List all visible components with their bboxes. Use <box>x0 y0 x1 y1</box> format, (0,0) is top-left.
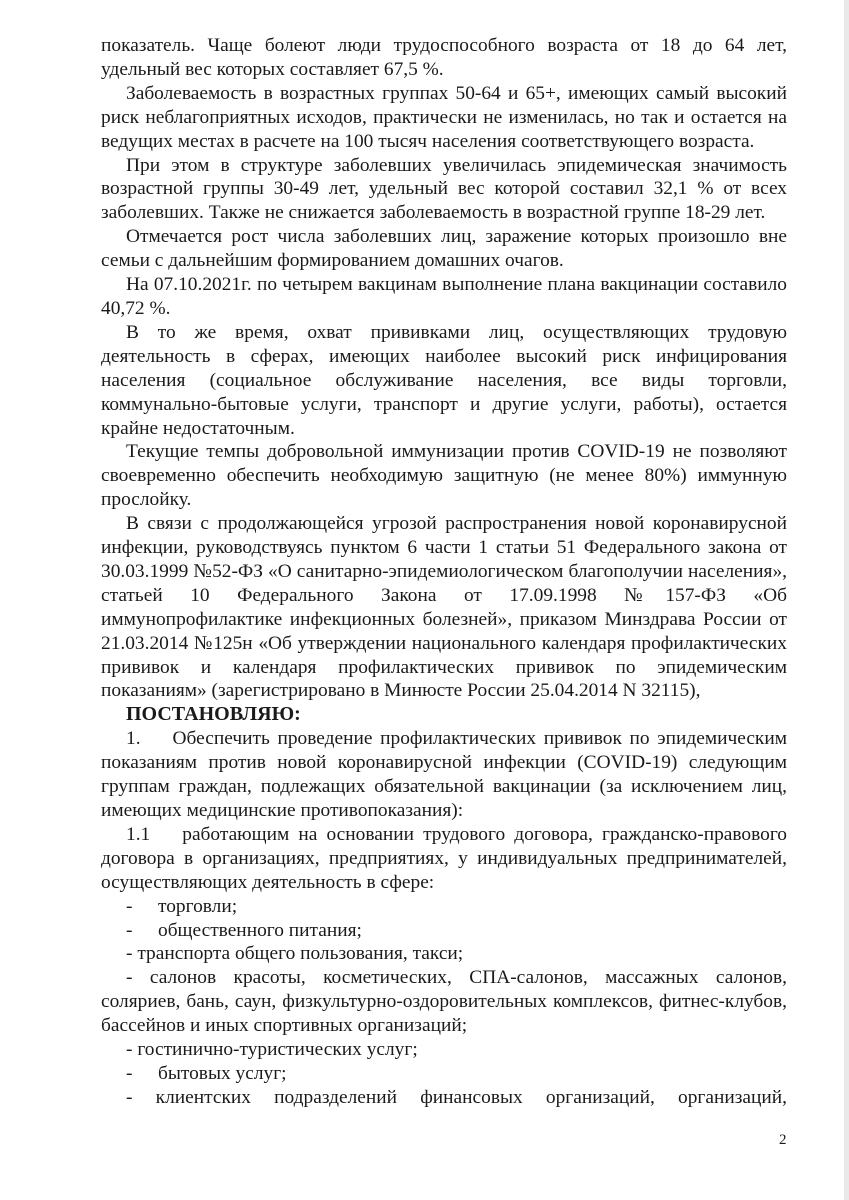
paragraph-legal-basis: В связи с продолжающейся угрозой распространения новой коронавирусной инфекции, руководствуясь пунктом 6 части 1 статьи 51 Федерального закона от 30.03.1999 №52-ФЗ «О санитарно-эпидемиологическом благополучии населения», статьей 10 Федерального Закона от 17.09.1998 №157-ФЗ «Об иммунопрофилактике инфекционных болезней», приказом Минздрава России от 21.03.2014 №125н «Об утверждении национального календаря профилактических прививок и календаря профилактических прививок по эпидемическим показаниям» (зарегистрировано в Минюсте России 25.04.2014 N 32115), <box>101 513 787 702</box>
paragraph-growth: Отмечается рост числа заболевших лиц, заражение которых произошло вне семьи с дальнейшим формированием домашних очагов. <box>101 226 787 272</box>
item-1-1 <box>101 823 787 895</box>
dash-bullet: - <box>126 1062 133 1084</box>
dash-bullet: - <box>126 1086 133 1108</box>
paragraph-coverage: В то же время, охват прививками лиц, осуществляющих трудовую деятельность в сферах, имеющих наиболее высокий риск инфицирования населения (социальное обслуживание населения, все виды торговли, коммунально-бытовые услуги, транспорт и другие услуги, работы), остается крайне недостаточным. <box>101 321 787 439</box>
item-1 <box>101 727 787 823</box>
dash-bullet: - <box>126 919 133 941</box>
paragraph-immunization-rate: Текущие темпы добровольной иммунизации против COVID-19 не позволяют своевременно обеспечить необходимую защитную (не менее 80%) иммунную прослойку. <box>101 441 787 511</box>
item-1-1-number: 1.1 <box>126 823 151 845</box>
dash-bullet: - <box>126 967 133 989</box>
item-1-1-text: работающим на основании трудового договора, гражданско-правового договора в организациях, предприятиях, у индивидуальных предпринимателей, осуществляющих деятельность в сфере: <box>101 823 787 893</box>
paragraph-vaccination-plan: На 07.10.2021г. по четырем вакцинам выполнение плана вакцинации составило 40,72 %. <box>101 274 787 319</box>
document-body <box>101 34 787 1110</box>
dash-bullet: - <box>126 895 133 917</box>
page-number: 2 <box>779 1132 787 1148</box>
item-1-number: 1. <box>126 728 141 750</box>
sphere-item: - торговли; <box>126 895 238 917</box>
item-1-text: Обеспечить проведение профилактических прививок по эпидемическим показаниям против новой коронавирусной инфекции (COVID-19) следующим группам граждан, подлежащих обязательной вакцинации (за исключением лиц, имеющих медицинские противопоказания): <box>101 728 787 821</box>
sphere-item: - общественного питания; <box>126 919 362 941</box>
resolution-heading: ПОСТАНОВЛЯЮ: <box>126 703 301 726</box>
dash-bullet: - <box>126 943 133 965</box>
sphere-item: - гостинично-туристических услуг; <box>126 1039 418 1061</box>
sphere-item: - бытовых услуг; <box>126 1062 287 1084</box>
sphere-item: - транспорта общего пользования, такси; <box>126 943 464 965</box>
paragraph-continuation: показатель. Чаще болеют люди трудоспособного возраста от 18 до 64 лет, удельный вес которых составляет 67,5 %. <box>101 35 787 80</box>
paragraph-age-groups: Заболеваемость в возрастных группах 50-64 и 65+, имеющих самый высокий риск неблагоприятных исходов, практически не изменилась, но так и остается на ведущих местах в расчете на 100 тысяч населения соответствующего возраста. <box>101 82 787 152</box>
dash-bullet: - <box>126 1039 133 1061</box>
sphere-item: - салонов красоты, косметических, СПА-салонов, массажных салонов, соляриев, бань, саун, физкультурно-оздоровительных комплексов, фитнес-клубов, бассейнов и иных спортивных организаций; <box>101 967 787 1037</box>
page-edge <box>844 0 849 1200</box>
sphere-item: - клиентских подразделений финансовых организаций, организаций, <box>126 1086 787 1108</box>
paragraph-structure: При этом в структуре заболевших увеличилась эпидемическая значимость возрастной группы 30-49 лет, удельный вес которой составил 32,1 % от всех заболевших. Также не снижается заболеваемость в возрастной группе 18-29 лет. <box>101 154 787 224</box>
